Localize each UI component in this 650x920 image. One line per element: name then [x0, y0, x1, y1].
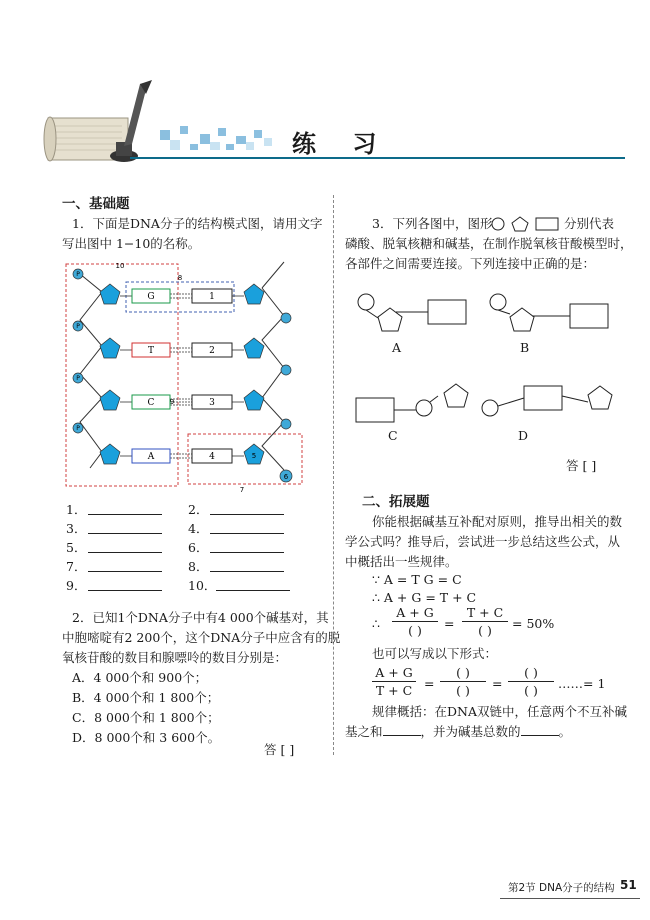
rule-summary-part1: 基之和	[345, 724, 383, 739]
eq4-tail: ……= 1	[558, 676, 606, 691]
svg-text:P: P	[76, 375, 80, 382]
deoxyribose-pentagon-icon	[512, 217, 528, 231]
q3-text-line1b: 分别代表	[564, 216, 615, 231]
answer-blank-5[interactable]	[88, 540, 162, 553]
answer-blank-8[interactable]	[210, 559, 284, 572]
eq3-equals: =	[444, 616, 455, 631]
fraction-4-numerator[interactable]: ( )	[440, 664, 486, 682]
q2-text-line1: 2．已知1个DNA分子中有4 000个碱基对，其	[72, 610, 329, 625]
footer-section-title: 第2节 DNA分子的结构	[508, 882, 615, 894]
option-c-label[interactable]: C	[388, 428, 398, 443]
ext-paragraph-line1: 你能根据碱基互补配对原则，推导出相关的数	[372, 514, 623, 529]
fraction-2	[462, 604, 508, 639]
answer-num-8: 8．	[188, 559, 209, 574]
option-c-diagram	[356, 384, 468, 422]
fraction-2-numerator: T + C	[462, 604, 508, 622]
answer-blank-6[interactable]	[210, 540, 284, 553]
answer-num-1: 1．	[66, 502, 87, 517]
base-label-right-3: 3	[209, 398, 215, 408]
fraction-4-denominator[interactable]: ( )	[456, 683, 470, 698]
ext-paragraph-line3: 中概括出一些规律。	[345, 554, 458, 569]
footer-rule	[500, 898, 640, 899]
rule-summary-part2: ，并为碱基总数的	[420, 724, 521, 739]
rule-summary-line2	[345, 722, 571, 742]
svg-text:P: P	[76, 425, 80, 432]
fraction-5	[508, 664, 554, 699]
q1-text-line2: 写出图中 1−10的名称。	[62, 236, 201, 251]
base-label-left-1: G	[147, 292, 155, 302]
answer-blank-3[interactable]	[88, 521, 162, 534]
option-b-label[interactable]: B	[520, 340, 530, 355]
label-6: 6	[283, 473, 289, 481]
label-9: 9	[169, 398, 175, 406]
base-rectangle-icon	[536, 218, 558, 230]
ext-paragraph-line4: 也可以写成以下形式：	[372, 646, 498, 661]
answer-blank-2[interactable]	[210, 502, 284, 515]
page-number: 51	[620, 878, 637, 892]
q2-option-c[interactable]: C．8 000个和 1 800个；	[72, 710, 220, 725]
answer-num-4: 4．	[188, 521, 209, 536]
fraction-3-numerator: A + G	[372, 664, 416, 682]
q2-option-d[interactable]: D．8 000个和 3 600个。	[72, 730, 221, 745]
base-label-right-4: 4	[209, 452, 215, 462]
fraction-1-denominator[interactable]: ( )	[408, 623, 422, 638]
fraction-2-denominator[interactable]: ( )	[478, 623, 492, 638]
eq4-equals-1: =	[424, 676, 435, 691]
answer-num-2: 2．	[188, 502, 209, 517]
option-d-diagram	[482, 386, 612, 416]
fraction-1-numerator: A + G	[392, 604, 438, 622]
answer-blank-10[interactable]	[216, 578, 290, 591]
label-7: 7	[239, 486, 245, 494]
rule-blank-1[interactable]	[383, 723, 421, 736]
fraction-5-numerator[interactable]: ( )	[508, 664, 554, 682]
answer-num-6: 6．	[188, 540, 209, 555]
fraction-5-denominator[interactable]: ( )	[524, 683, 538, 698]
base-label-left-4: A	[147, 452, 155, 462]
q2-answer-bracket[interactable]: 答 [ ]	[264, 742, 295, 757]
answer-blank-1[interactable]	[88, 502, 162, 515]
option-a-diagram	[358, 294, 466, 331]
answer-num-5: 5．	[66, 540, 87, 555]
column-divider	[333, 195, 334, 755]
label-8: 8	[177, 274, 183, 282]
rule-summary-line1: 规律概括：在DNA双链中，任意两个不互补碱	[372, 704, 627, 719]
q2-text-line3: 氧核苷酸的数目和腺嘌呤的数目分别是：	[62, 650, 288, 665]
answer-num-3: 3．	[66, 521, 87, 536]
dna-structure-diagram	[62, 258, 312, 494]
fraction-3-denominator: T + C	[375, 683, 413, 698]
option-d-label[interactable]: D	[518, 428, 529, 443]
answer-num-7: 7．	[66, 559, 87, 574]
rule-blank-2[interactable]	[521, 723, 559, 736]
answer-num-10: 10．	[188, 578, 217, 593]
equation-therefore: ∴ A + G = T + C	[372, 590, 477, 605]
answer-num-9: 9．	[66, 578, 87, 593]
svg-text:P: P	[76, 323, 80, 330]
eq4-equals-2: =	[492, 676, 503, 691]
equation-because: ∵ A = T G = C	[372, 572, 462, 587]
eq3-therefore-symbol: ∴	[372, 616, 380, 631]
q1-text-line1: 1．下面是DNA分子的结构模式图，请用文字	[72, 216, 323, 231]
ext-paragraph-line2: 学公式吗？推导后，尝试进一步总结这些公式，从	[345, 534, 621, 549]
phosphate-circle-icon	[492, 218, 504, 230]
eq3-result: = 50%	[512, 616, 555, 631]
fraction-1	[392, 604, 438, 639]
q2-option-b[interactable]: B．4 000个和 1 800个；	[72, 690, 220, 705]
answer-blank-7[interactable]	[88, 559, 162, 572]
fraction-3	[372, 664, 416, 699]
option-b-diagram	[490, 294, 608, 331]
answer-blank-9[interactable]	[88, 578, 162, 591]
q2-text-line2: 中胞嘧啶有2 200个，这个DNA分子中应含有的脱	[62, 630, 341, 645]
label-10: 10	[115, 262, 125, 270]
q3-text-line2: 磷酸、脱氧核糖和碱基，在制作脱氧核苷酸模型时，	[345, 236, 633, 251]
fraction-4	[440, 664, 486, 699]
q3-text-line3: 各部件之间需要连接。下列连接中正确的是：	[345, 256, 596, 271]
base-label-left-3: C	[147, 398, 155, 408]
section-heading-basic: 一、基础题	[62, 196, 130, 212]
rule-summary-part3: 。	[558, 724, 572, 739]
option-a-label[interactable]: A	[392, 340, 402, 355]
section-heading-extension: 二、拓展题	[362, 494, 430, 510]
label-5: 5	[251, 452, 257, 460]
q3-text-line1a: 3．下列各图中，图形	[372, 216, 493, 231]
svg-text:P: P	[76, 271, 80, 278]
base-label-right-1: 1	[209, 292, 215, 302]
page-title: 练 习	[292, 130, 391, 158]
q2-option-a[interactable]: A．4 000个和 900个；	[72, 670, 208, 685]
answer-grid	[66, 500, 316, 595]
q3-answer-bracket[interactable]: 答 [ ]	[566, 458, 597, 473]
base-label-right-2: 2	[209, 346, 215, 356]
answer-blank-4[interactable]	[210, 521, 284, 534]
base-label-left-2: T	[147, 346, 155, 356]
